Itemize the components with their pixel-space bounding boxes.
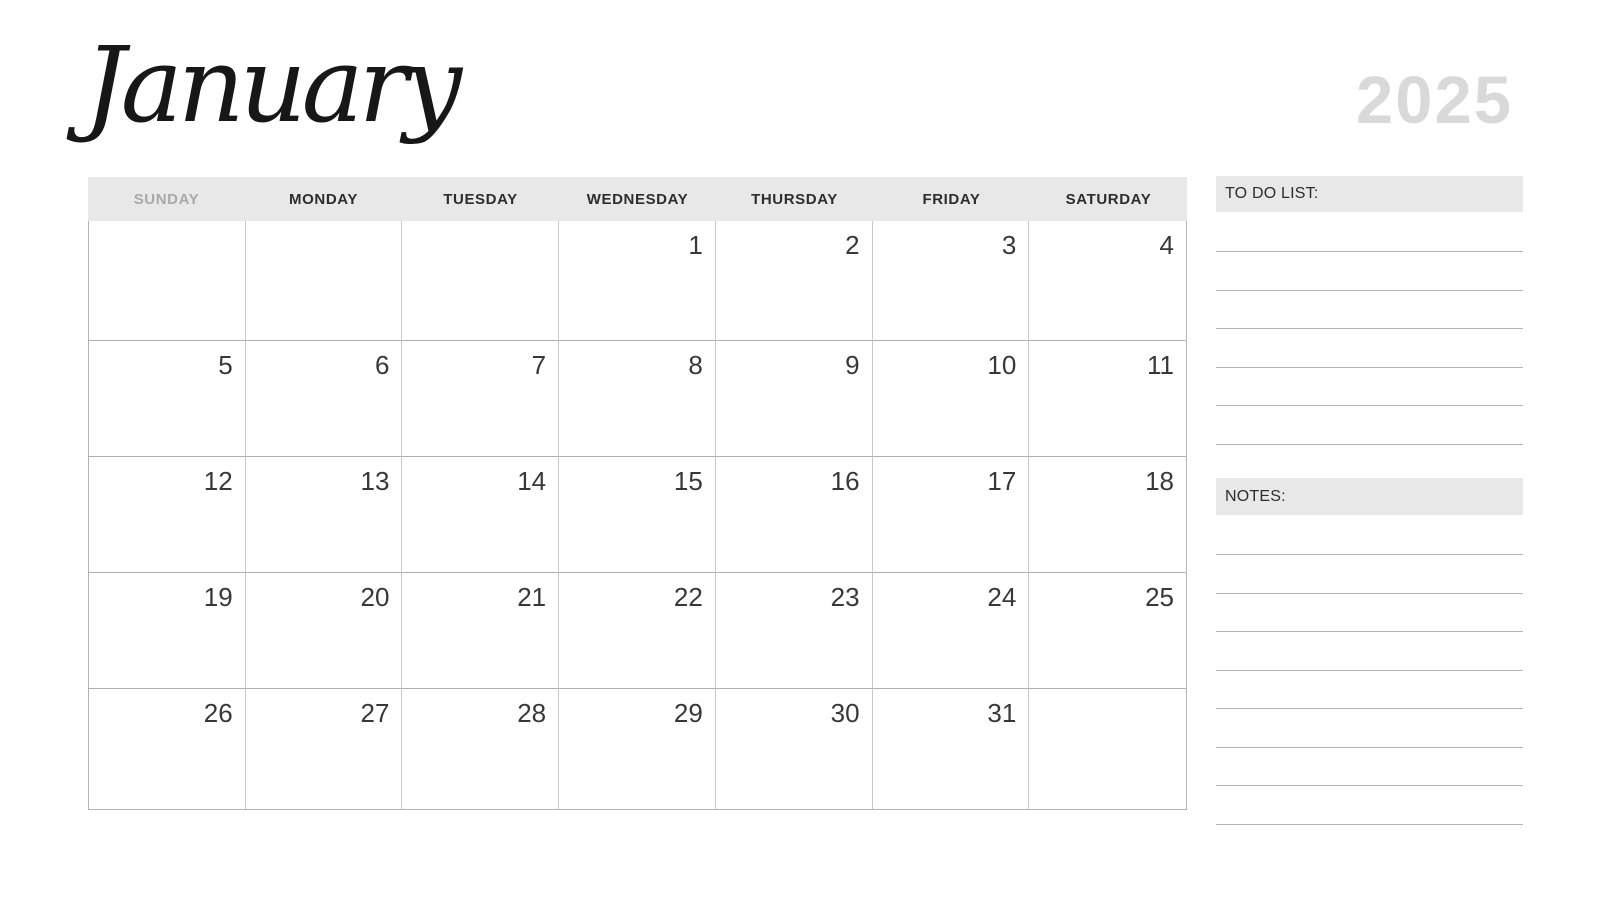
day-number: 11 [1146,350,1174,380]
day-number: 18 [1145,466,1174,496]
calendar-cell [873,689,1030,809]
calendar-cell [716,573,873,689]
ruled-line [1216,406,1523,445]
calendar-cell [559,341,716,457]
calendar-cell [246,341,403,457]
day-number: 26 [203,698,233,728]
day-number: 31 [987,698,1017,728]
calendar-cell [873,221,1030,341]
day-header-saturday: SATURDAY [1065,190,1152,208]
calendar-cell [89,573,246,689]
day-number: 17 [987,466,1017,496]
ruled-line [1216,515,1523,555]
calendar-cell [402,341,559,457]
calendar-cell [89,341,246,457]
ruled-line [1216,594,1523,633]
day-number: 12 [203,466,233,496]
day-number: 23 [830,582,860,612]
ruled-line [1216,709,1523,748]
day-number: 4 [1159,230,1174,260]
day-number: 13 [360,466,390,496]
day-number: 19 [203,582,233,612]
calendar-grid [88,177,1187,810]
day-number: 3 [1001,230,1017,260]
day-number: 27 [360,698,390,728]
calendar-cell [246,573,403,689]
ruled-line [1216,329,1523,368]
month-title: January [84,24,458,146]
calendar-cells [88,221,1187,810]
calendar-cell [716,689,873,809]
ruled-line [1216,555,1523,594]
ruled-line [1216,671,1523,710]
todo-header: TO DO LIST: [1216,176,1523,212]
day-number: 2 [845,230,860,260]
calendar-cell [559,221,716,341]
calendar-cell [559,573,716,689]
day-header-row [88,177,1187,221]
calendar-cell [89,689,246,809]
calendar-cell [89,457,246,573]
day-number: 30 [830,698,860,728]
calendar-cell [402,457,559,573]
calendar-cell [1029,341,1186,457]
day-header-tuesday: TUESDAY [443,190,518,208]
day-number: 21 [517,582,547,612]
day-number: 10 [987,350,1017,380]
day-header-monday: MONDAY [289,190,358,208]
ruled-line [1216,748,1523,787]
sidebar [1216,176,1523,818]
day-number: 20 [360,582,390,612]
calendar-cell [1029,573,1186,689]
calendar-cell [402,573,559,689]
calendar-cell [716,457,873,573]
calendar-cell [873,457,1030,573]
day-number: 7 [531,350,547,380]
day-header-friday: FRIDAY [922,190,981,208]
notes-lines [1216,515,1523,825]
calendar-cell [716,221,873,341]
day-header-sunday: SUNDAY [133,190,200,208]
ruled-line [1216,252,1523,291]
calendar-cell [1029,221,1186,341]
ruled-line [1216,212,1523,252]
ruled-line [1216,786,1523,825]
calendar-cell [246,689,403,809]
day-number: 1 [688,230,703,260]
day-number: 9 [845,350,860,380]
calendar-cell [1029,457,1186,573]
day-number: 16 [830,466,860,496]
calendar-cell [559,457,716,573]
calendar-cell [246,221,403,341]
day-number: 28 [517,698,547,728]
day-number: 6 [374,350,390,380]
notes-header: NOTES: [1216,478,1523,515]
day-number: 29 [673,698,703,728]
day-number: 14 [517,466,547,496]
calendar-cell [402,689,559,809]
day-header-thursday: THURSDAY [751,190,838,208]
calendar-cell [402,221,559,341]
day-number: 15 [673,466,703,496]
calendar-cell [873,573,1030,689]
calendar-cell [559,689,716,809]
day-number: 24 [987,582,1017,612]
ruled-line [1216,368,1523,407]
day-number: 22 [673,582,703,612]
ruled-line [1216,291,1523,330]
calendar-cell [246,457,403,573]
ruled-line [1216,632,1523,671]
calendar-cell [1029,689,1186,809]
calendar-cell [89,221,246,341]
calendar-cell [716,341,873,457]
day-number: 8 [688,350,703,380]
day-header-wednesday: WEDNESDAY [586,190,689,208]
day-number: 25 [1145,582,1174,612]
year-label: 2025 [1355,63,1513,138]
todo-lines [1216,212,1523,445]
day-number: 5 [218,350,233,380]
calendar-cell [873,341,1030,457]
